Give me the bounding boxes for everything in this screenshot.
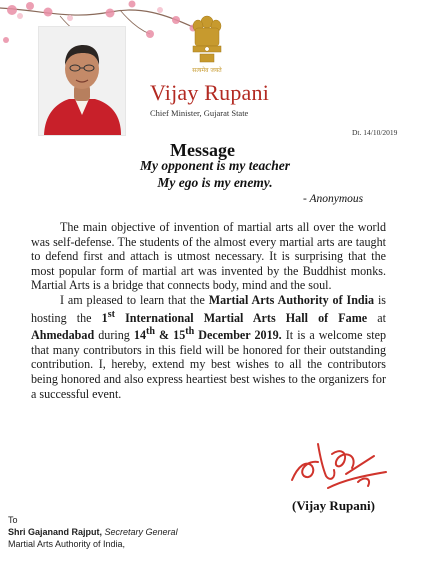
- recipient-name: Shri Gajanand Rajput,: [8, 527, 103, 537]
- quote-author: - Anonymous: [303, 193, 364, 205]
- recipient-organization: Martial Arts Authority of India,: [8, 539, 126, 549]
- signatory-name: (Vijay Rupani): [292, 498, 375, 513]
- body-paragraph-1: The main objective of invention of martial arts all over the world was self-defense. The students of the almost every martial arts are taught to defend first and attach is utmost necessary. It is surprising that the most popular form of martial art was invented by the Buddhist monks. Martial Arts is a bridge that connects body, mind and the soul.: [31, 220, 386, 293]
- recipient-title: Secretary General: [104, 527, 178, 537]
- letter-date: Dt. 14/10/2019: [352, 128, 398, 137]
- handwritten-signature: [288, 436, 388, 496]
- message-body: [31, 220, 386, 401]
- svg-text:सत्यमेव जयते: सत्यमेव जयते: [192, 67, 222, 74]
- state-emblem-icon: [190, 14, 224, 76]
- quote-line-2: My ego is my enemy.: [157, 175, 273, 190]
- portrait-photo: [38, 26, 126, 136]
- sender-name: Vijay Rupani: [150, 80, 270, 105]
- recipient-line: [8, 526, 268, 538]
- sender-designation: Chief Minister, Gujarat State: [150, 108, 249, 118]
- message-heading: Message: [170, 140, 235, 160]
- to-label: To: [8, 515, 18, 525]
- quote-line-1: My opponent is my teacher: [140, 158, 290, 173]
- body-paragraph-2: I am pleased to learn that the Martial Arts Authority of India is hosting the 1st International Martial Arts Hall of Fame at Ahmedabad during 14th & 15th December 2019. It is a welcome step that many contributors in this field will be honored for their outstanding contribution. I, hereby, extend my best wishes to all the contributors being honored and also express heartiest best wishes to the organizers for a successful event.: [31, 292, 387, 401]
- recipient-block: [8, 514, 268, 550]
